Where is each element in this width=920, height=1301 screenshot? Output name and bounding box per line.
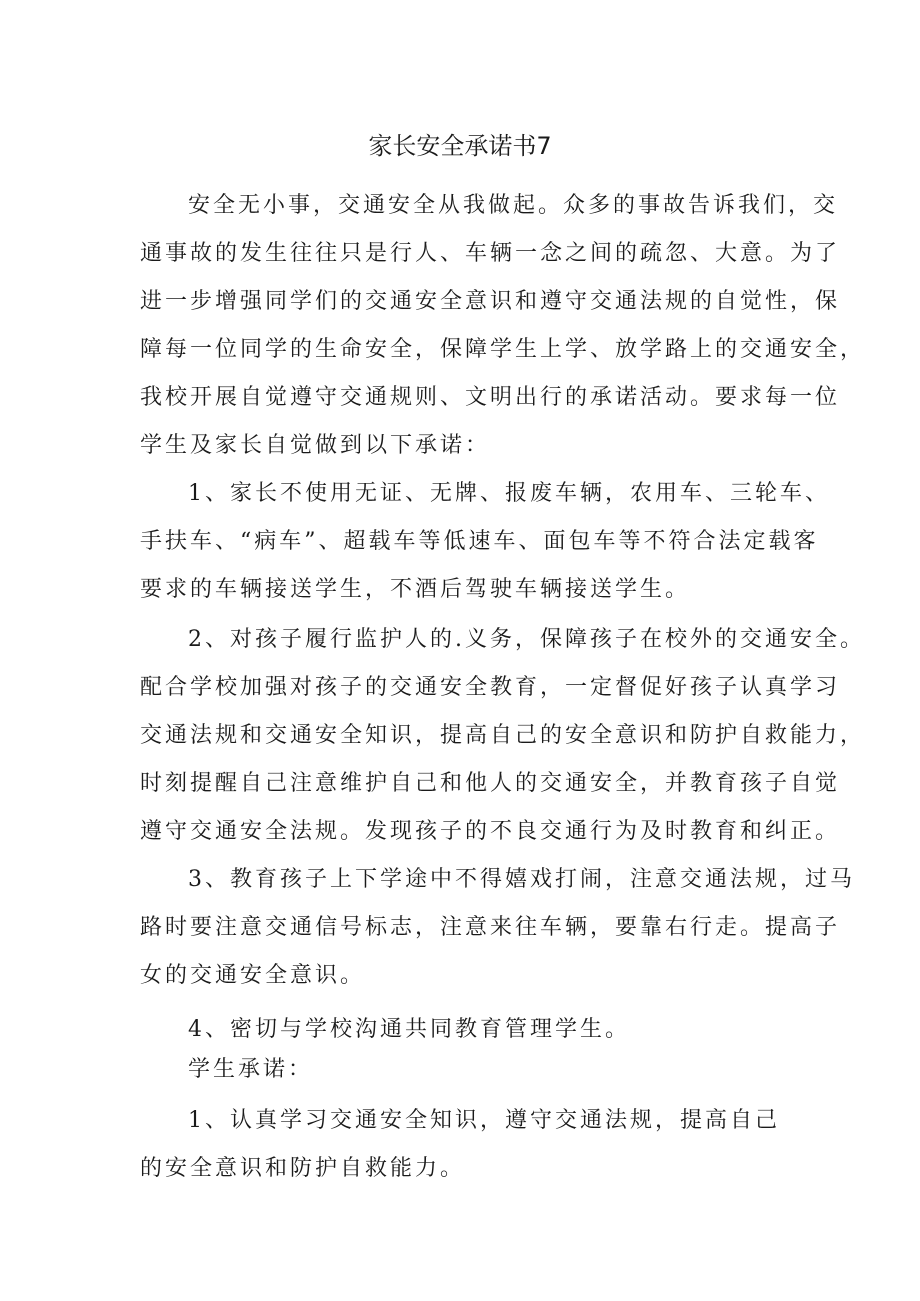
student-heading: 学生承诺： (188, 1057, 314, 1082)
item-line: 2、对孩子履行监护人的.义务，保障孩子在校外的交通安全。 (188, 627, 865, 652)
item-line: 要求的车辆接送学生，不酒后驾驶车辆接送学生。 (140, 577, 691, 602)
intro-line: 我校开展自觉遵守交通规则、文明出行的承诺活动。要求每一位 (140, 385, 841, 410)
item-line: 4、密切与学校沟通共同教育管理学生。 (188, 1017, 630, 1042)
item-line: 3、教育孩子上下学途中不得嬉戏打闹，注意交通法规，过马 (188, 867, 855, 892)
item-line: 路时要注意交通信号标志，注意来往车辆，要靠右行走。提高子 (140, 915, 841, 940)
student-section (140, 1046, 784, 1094)
parent-item-2 (140, 616, 866, 856)
intro-line: 通事故的发生往往只是行人、车辆一念之间的疏忽、大意。为了 (140, 241, 841, 266)
item-line: 手扶车、“病车”、超载车等低速车、面包车等不符合法定载客 (140, 529, 819, 554)
intro-line: 进一步增强同学们的交通安全意识和遵守交通法规的自觉性，保 (140, 289, 841, 314)
intro-line: 学生及家长自觉做到以下承诺： (140, 433, 491, 458)
item-line: 配合学校加强对孩子的交通安全教育，一定督促好孩子认真学习 (140, 675, 841, 700)
item-line: 1、家长不使用无证、无牌、报废车辆，农用车、三轮车、 (188, 481, 830, 506)
item-line: 女的交通安全意识。 (140, 963, 366, 988)
student-item-1 (140, 1097, 780, 1193)
item-line: 1、认真学习交通安全知识，遵守交通法规，提高自己 (188, 1108, 780, 1133)
intro-paragraph (140, 182, 866, 470)
document-title: 家长安全承诺书7 (368, 132, 552, 160)
intro-line: 障每一位同学的生命安全，保障学生上学、放学路上的交通安全， (140, 337, 866, 362)
parent-item-3 (140, 856, 855, 1000)
parent-item-1 (140, 470, 830, 614)
item-line: 遵守交通安全法规。发现孩子的不良交通行为及时教育和纠正。 (140, 819, 841, 844)
item-line: 时刻提醒自己注意维护自己和他人的交通安全，并教育孩子自觉 (140, 771, 841, 796)
intro-line: 安全无小事，交通安全从我做起。众多的事故告诉我们，交 (188, 193, 839, 218)
item-line: 的安全意识和防护自救能力。 (140, 1156, 466, 1181)
item-line: 交通法规和交通安全知识，提高自己的安全意识和防护自救能力， (140, 723, 866, 748)
